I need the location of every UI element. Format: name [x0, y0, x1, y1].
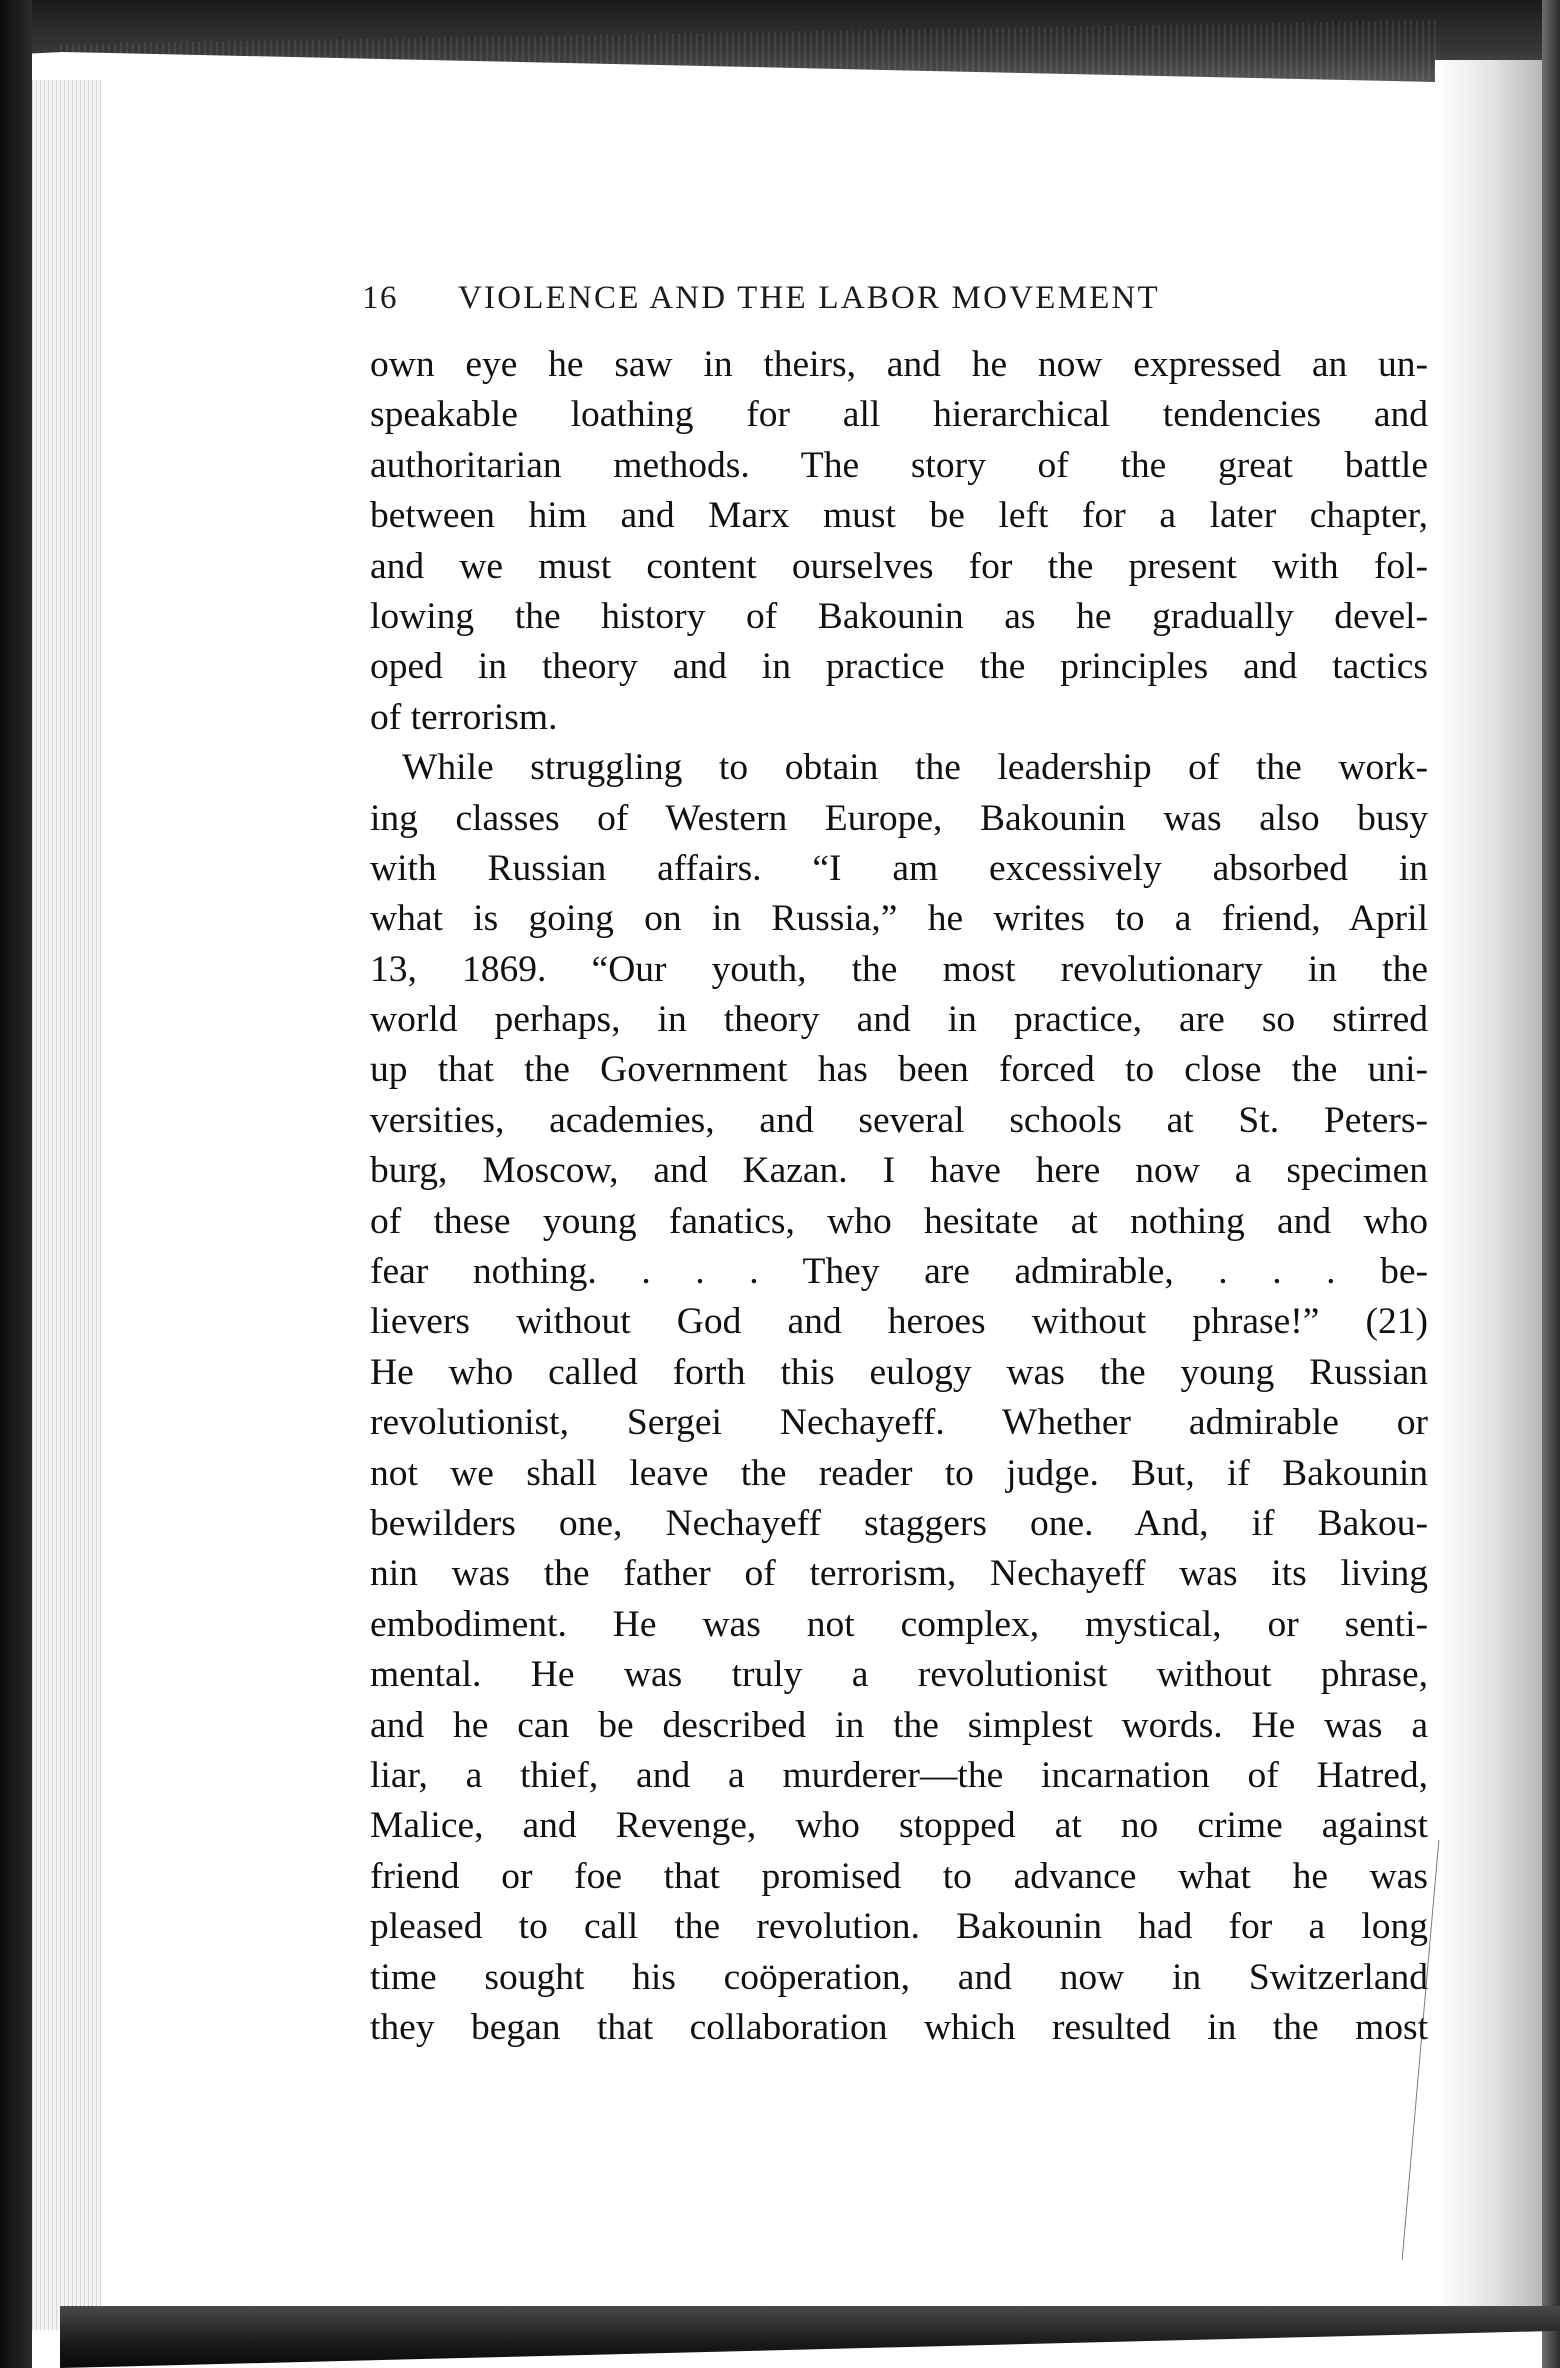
- text-line: not we shall leave the reader to judge. But, if Bakounin: [370, 1452, 1428, 1494]
- text-line: pleased to call the revolution. Bakounin had for a long: [370, 1906, 1428, 1948]
- text-line: of terrorism.: [370, 696, 558, 738]
- text-line: He who called forth this eulogy was the young Russian: [370, 1351, 1428, 1393]
- body-text: [370, 340, 1428, 2053]
- text-line: oped in theory and in practice the principles and tactics: [370, 646, 1428, 688]
- text-line: of these young fanatics, who hesitate at nothing and who: [370, 1200, 1428, 1242]
- page-number: 16: [362, 280, 398, 316]
- text-line: bewilders one, Nechayeff staggers one. And, if Bakou-: [370, 1502, 1428, 1544]
- text-line: own eye he saw in theirs, and he now expressed an un-: [370, 344, 1428, 385]
- page-header: [362, 280, 1442, 328]
- text-line: lowing the history of Bakounin as he gradually devel-: [370, 595, 1428, 637]
- scan-right-edge: [1542, 0, 1560, 2368]
- text-line: up that the Government has been forced to close the uni-: [370, 1049, 1428, 1091]
- text-line: speakable loathing for all hierarchical tendencies and: [370, 394, 1428, 436]
- text-line: 13, 1869. “Our youth, the most revolutionary in the: [370, 948, 1428, 990]
- text-line: time sought his coöperation, and now in Switzerland: [370, 1956, 1428, 1998]
- scan-left-edge: [0, 0, 32, 2368]
- text-line: they began that collaboration which resulted in the most: [370, 2006, 1428, 2048]
- text-line: between him and Marx must be left for a later chapter,: [370, 495, 1428, 537]
- scan-bottom-edge: [60, 2306, 1560, 2368]
- text-line: While struggling to obtain the leadership of the work-: [402, 747, 1428, 789]
- text-line: and he can be described in the simplest words. He was a: [370, 1704, 1428, 1746]
- running-head: VIOLENCE AND THE LABOR MOVEMENT: [458, 280, 1160, 316]
- text-line: Malice, and Revenge, who stopped at no crime against: [370, 1805, 1428, 1847]
- text-line: mental. He was truly a revolutionist without phrase,: [370, 1654, 1428, 1696]
- text-line: friend or foe that promised to advance what he was: [370, 1855, 1428, 1897]
- text-line: with Russian affairs. “I am excessively absorbed in: [370, 847, 1428, 889]
- text-line: liar, a thief, and a murderer—the incarnation of Hatred,: [370, 1754, 1428, 1796]
- text-line: lievers without God and heroes without phrase!” (21): [370, 1301, 1428, 1343]
- text-line: versities, academies, and several schools at St. Peters-: [370, 1099, 1428, 1141]
- book-gutter-left: [32, 80, 102, 2330]
- text-line: embodiment. He was not complex, mystical, or senti-: [370, 1603, 1428, 1645]
- text-line: burg, Moscow, and Kazan. I have here now a specimen: [370, 1150, 1428, 1192]
- text-line: world perhaps, in theory and in practice, are so stirred: [370, 999, 1428, 1041]
- text-line: ing classes of Western Europe, Bakounin was also busy: [370, 797, 1428, 839]
- text-line: fear nothing. . . . They are admirable, . . . be-: [370, 1251, 1428, 1293]
- text-line: what is going on in Russia,” he writes to a friend, April: [370, 898, 1428, 940]
- text-line: revolutionist, Sergei Nechayeff. Whether admirable or: [370, 1402, 1428, 1444]
- text-line: nin was the father of terrorism, Nechayeff was its living: [370, 1553, 1428, 1595]
- text-line: authoritarian methods. The story of the great battle: [370, 444, 1428, 486]
- text-line: and we must content ourselves for the present with fol-: [370, 545, 1428, 587]
